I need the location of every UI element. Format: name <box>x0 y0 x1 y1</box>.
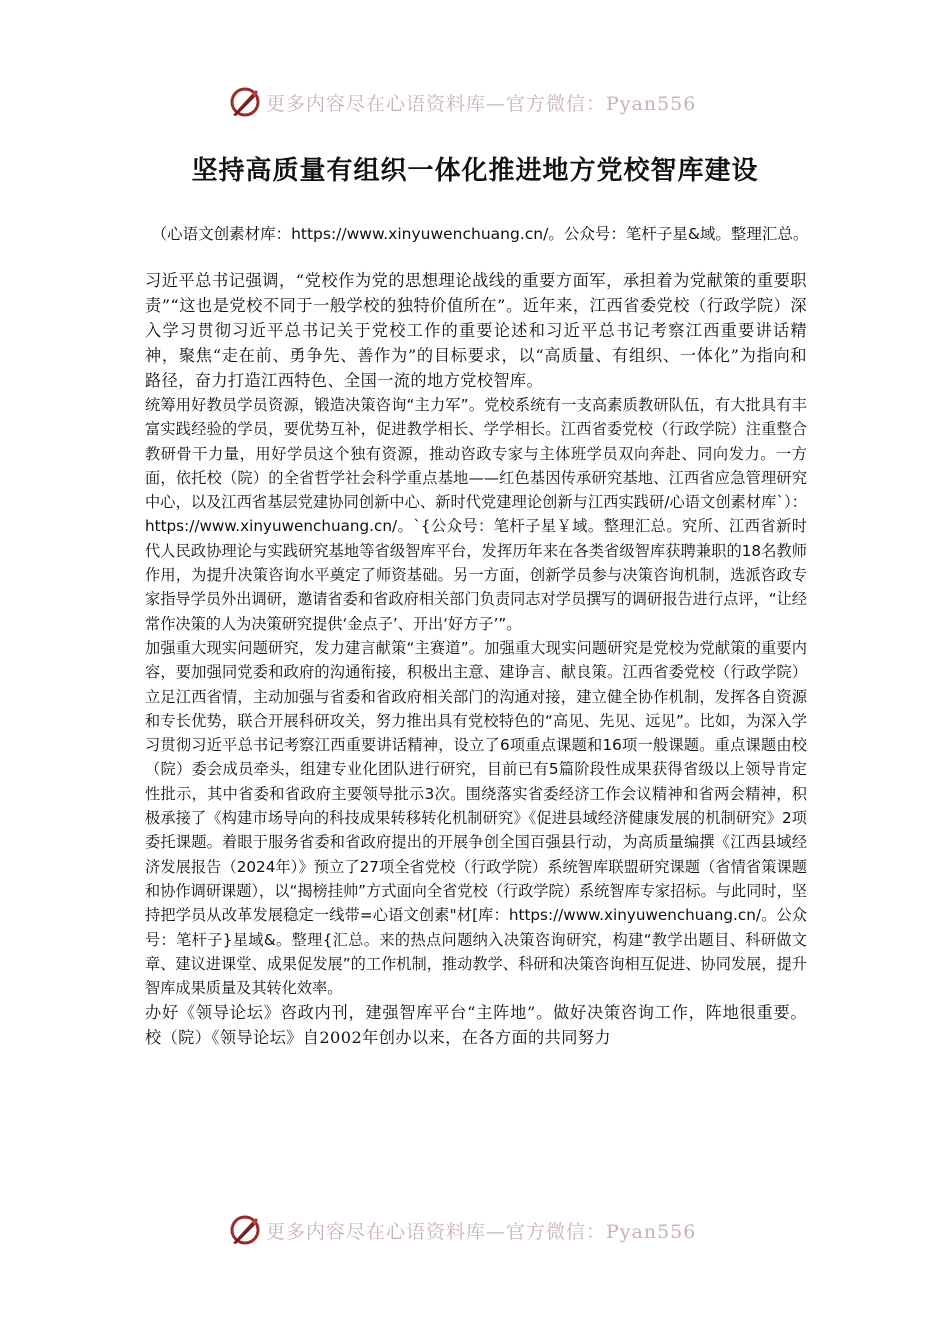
paragraph-3: 加强重大现实问题研究，发力建言献策“主赛道”。加强重大现实问题研究是党校为党献策的重要内容，要加强同党委和政府的沟通衔接，积极出主意、建诤言、献良策。江西省委党校（行政学院）立足江西省情，主动加强与省委和省政府相关部门的沟通对接，建立健全协作机制，发挥各自资源和专长优势，联合开展科研攻关，努力推出具有党校特色的“高见、先见、远见”。比如，为深入学习贯彻习近平总书记考察江西重要讲话精神，设立了6项重点课题和16项一般课题。重点课题由校（院）委会成员牵头，组建专业化团队进行研究，目前已有5篇阶段性成果获得省级以上领导肯定性批示，其中省委和省政府主要领导批示3次。围绕落实省委经济工作会议精神和省两会精神，积极承接了《构建市场导向的科技成果转移转化机制研究》《促进县域经济健康发展的机制研究》2项委托课题。着眼于服务省委和省政府提出的开展争创全国百强县行动，为高质量编撰《江西县域经济发展报告（2024年）》预立了27项全省党校（行政学院）系统智库联盟研究课题（省情省策课题和协作调研课题），以“揭榜挂帅”方式面向全省党校（行政学院）系统智库专家招标。与此同时，坚持把学员从改革发展稳定一线带=心语文创素"材[库：https://www.xinyuwenchuang.cn/。公众号：笔杆子}星域&。整理{汇总。来的热点问题纳入决策咨询研究，构建“教学出题目、科研做文章、建议进课堂、成果促发展”的工作机制，推动教学、科研和决策咨询相互促进、协同发展，提升智库成果质量及其转化效率。 <box>145 638 807 998</box>
header-banner <box>228 84 748 120</box>
article-body <box>145 268 807 1050</box>
source-note: （心语文创素材库：https://www.xinyuwenchuang.cn/。公众号：笔杆子星&域。整理汇总。 <box>151 225 809 243</box>
pen-circle-logo-icon <box>228 1213 262 1247</box>
paragraph-2: 统筹用好教员学员资源，锻造决策咨询“主力军”。党校系统有一支高素质教研队伍，有大批具有丰富实践经验的学员，要优势互补，促进教学相长、学学相长。江西省委党校（行政学院）注重整合教研骨干力量，用好学员这个独有资源，推动咨政专家与主体班学员双向奔赴、同向发力。一方面，依托校（院）的全省哲学社会科学重点基地——红色基因传承研究基地、江西省应急管理研究中心，以及江西省基层党建协同创新中心、新时代党建理论创新与江西实践研/心语文创素材库`）：https://www.xinyuwenchuang.cn/。`{公众号：笔杆子星￥域。整理汇总。究所、江西省新时代人民政协理论与实践研究基地等省级智库平台，发挥历年来在各类省级智库获聘兼职的18名教师作用，为提升决策咨询水平奠定了师资基础。另一方面，创新学员参与决策咨询机制，选派咨政专家指导学员外出调研，邀请省委和省政府相关部门负责同志对学员撰写的调研报告进行点评，“让经常作决策的人为决策研究提供‘金点子’、开出‘好方子’”。 <box>145 396 807 633</box>
banner-text: 更多内容尽在心语资料库—官方微信：Pyan556 <box>266 92 697 115</box>
paragraph-4: 办好《领导论坛》咨政内刊，建强智库平台“主阵地”。做好决策咨询工作，阵地很重要。校（院）《领导论坛》自2002年创办以来，在各方面的共同努力 <box>145 1003 807 1048</box>
paragraph-1: 习近平总书记强调，“党校作为党的思想理论战线的重要方面军，承担着为党献策的重要职责”“这也是党校不同于一般学校的独特价值所在”。近年来，江西省委党校（行政学院）深入学习贯彻习近平总书记关于党校工作的重要论述和习近平总书记考察江西重要讲话精神，聚焦“走在前、勇争先、善作为”的目标要求，以“高质量、有组织、一体化”为指向和路径，奋力打造江西特色、全国一流的地方党校智库。 <box>145 271 807 390</box>
footer-banner <box>228 1212 748 1248</box>
pen-circle-logo-icon <box>228 85 262 119</box>
page-title: 坚持高质量有组织一体化推进地方党校智库建设 <box>191 156 759 186</box>
banner-text: 更多内容尽在心语资料库—官方微信：Pyan556 <box>266 1220 697 1243</box>
